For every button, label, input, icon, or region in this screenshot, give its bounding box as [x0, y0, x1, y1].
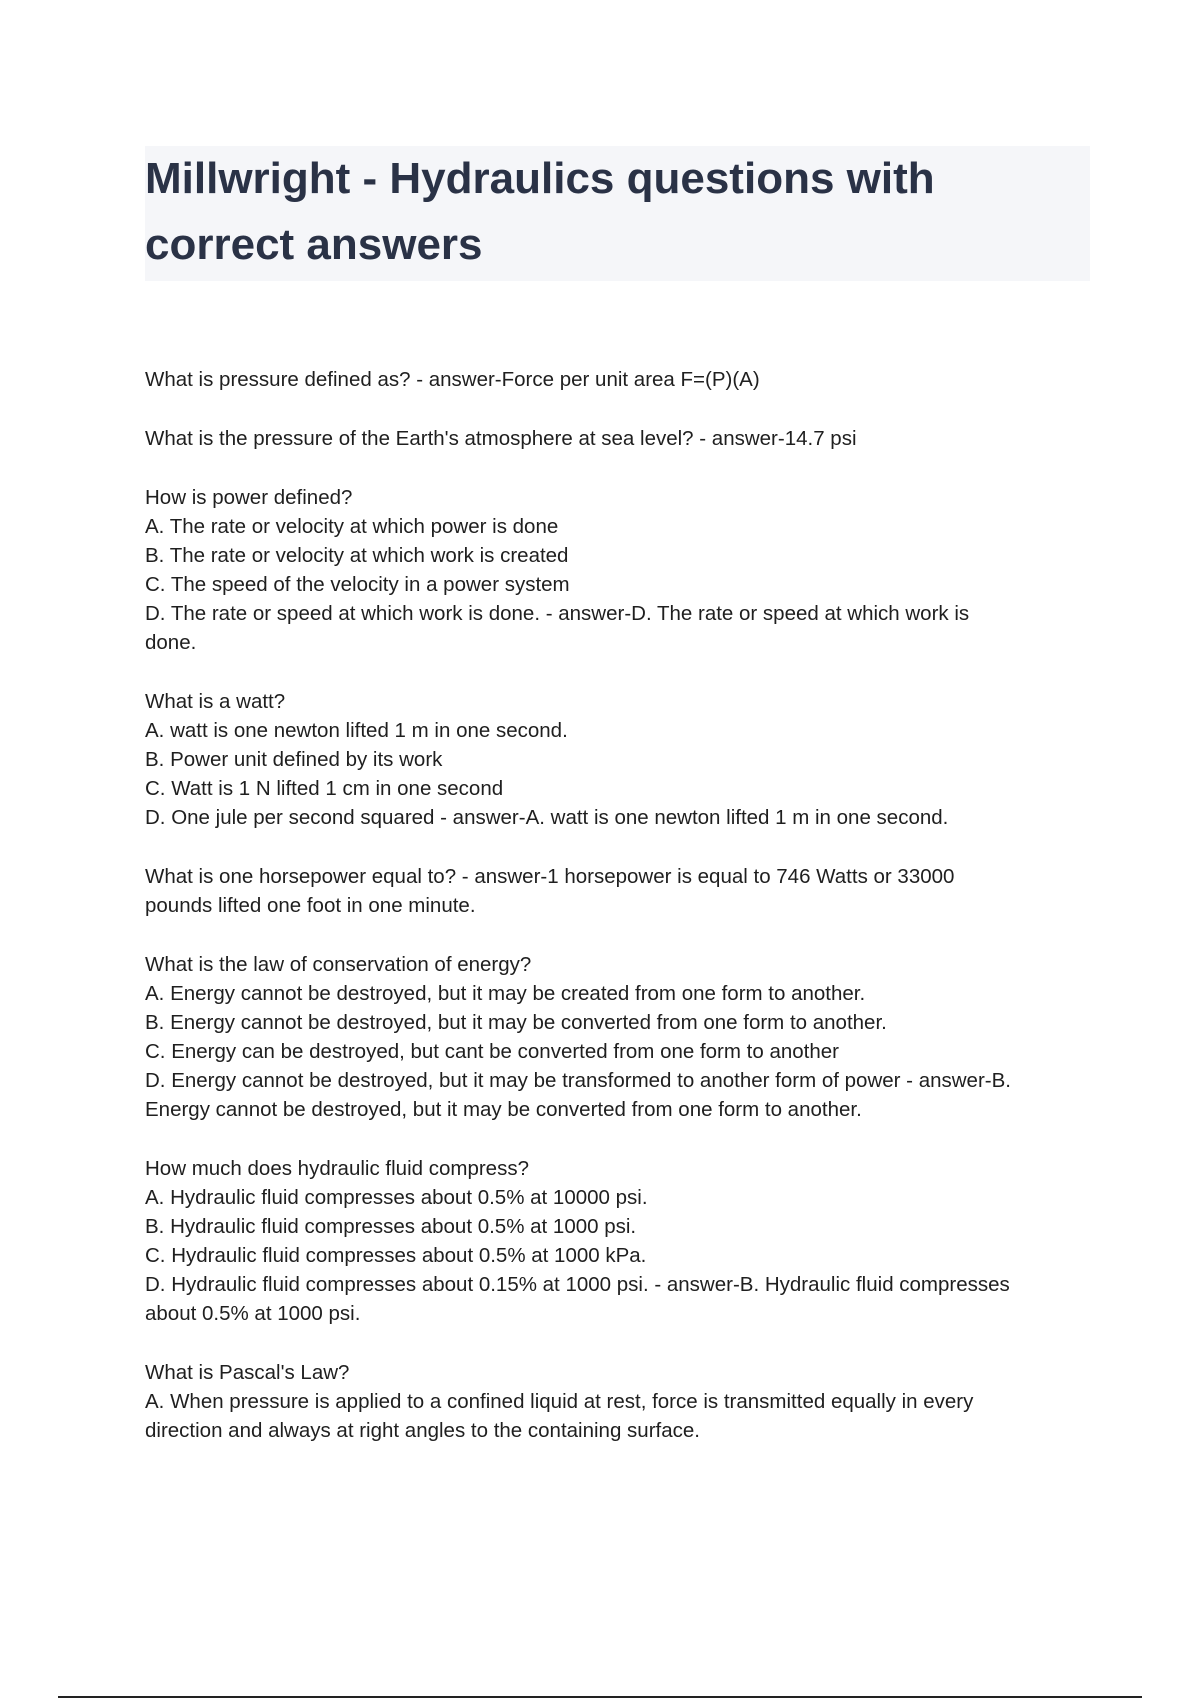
title-banner — [145, 146, 1090, 281]
option-d-with-answer: D. The rate or speed at which work is done. - answer-D. The rate or speed at which work is — [145, 602, 970, 625]
option-c: C. The speed of the velocity in a power system — [145, 573, 570, 596]
qa-line: What is one horsepower equal to? - answer-1 horsepower is equal to 746 Watts or 33000 — [145, 865, 955, 888]
qa-block-pressure — [145, 365, 1090, 394]
qa-block-atmosphere — [145, 424, 1090, 453]
option-a: A. The rate or velocity at which power is done — [145, 515, 559, 538]
page-bottom-divider — [58, 1696, 1142, 1698]
option-a-continuation: direction and always at right angles to the containing surface. — [145, 1419, 700, 1442]
answer-continuation: about 0.5% at 1000 psi. — [145, 1302, 361, 1325]
question-text: How much does hydraulic fluid compress? — [145, 1157, 529, 1180]
answer-continuation: pounds lifted one foot in one minute. — [145, 894, 476, 917]
qa-block-fluid-compression — [145, 1154, 1090, 1328]
question-text: What is the law of conservation of energy? — [145, 953, 532, 976]
option-b: B. Energy cannot be destroyed, but it may be converted from one form to another. — [145, 1011, 887, 1034]
option-c: C. Energy can be destroyed, but cant be converted from one form to another — [145, 1040, 839, 1063]
qa-line: What is the pressure of the Earth's atmosphere at sea level? - answer-14.7 psi — [145, 427, 857, 450]
qa-block-power — [145, 483, 1090, 657]
qa-block-watt — [145, 687, 1090, 832]
answer-continuation: Energy cannot be destroyed, but it may be converted from one form to another. — [145, 1098, 862, 1121]
option-d-with-answer: D. One jule per second squared - answer-A. watt is one newton lifted 1 m in one second. — [145, 806, 949, 829]
option-d-with-answer: D. Energy cannot be destroyed, but it may be transformed to another form of power - answer-B. — [145, 1069, 1011, 1092]
option-d-with-answer: D. Hydraulic fluid compresses about 0.15% at 1000 psi. - answer-B. Hydraulic fluid compresses — [145, 1273, 1010, 1296]
option-b: B. Hydraulic fluid compresses about 0.5% at 1000 psi. — [145, 1215, 637, 1238]
answer-continuation: done. — [145, 631, 197, 654]
question-text: What is a watt? — [145, 690, 286, 713]
option-a: A. watt is one newton lifted 1 m in one second. — [145, 719, 568, 742]
question-text: What is Pascal's Law? — [145, 1361, 350, 1384]
question-text: How is power defined? — [145, 486, 353, 509]
qa-block-pascals-law — [145, 1358, 1090, 1445]
option-a: A. Energy cannot be destroyed, but it may be created from one form to another. — [145, 982, 866, 1005]
document-title: Millwright - Hydraulics questions with correct answers — [145, 154, 935, 269]
qa-line: What is pressure defined as? - answer-Force per unit area F=(P)(A) — [145, 368, 760, 391]
option-b: B. Power unit defined by its work — [145, 748, 443, 771]
option-c: C. Watt is 1 N lifted 1 cm in one second — [145, 777, 504, 800]
option-b: B. The rate or velocity at which work is created — [145, 544, 569, 567]
option-a: A. Hydraulic fluid compresses about 0.5% at 10000 psi. — [145, 1186, 648, 1209]
option-c: C. Hydraulic fluid compresses about 0.5% at 1000 kPa. — [145, 1244, 647, 1267]
qa-content — [145, 365, 1090, 1475]
qa-block-energy-conservation — [145, 950, 1090, 1124]
qa-block-horsepower — [145, 862, 1090, 920]
option-a: A. When pressure is applied to a confined liquid at rest, force is transmitted equally in every — [145, 1390, 974, 1413]
